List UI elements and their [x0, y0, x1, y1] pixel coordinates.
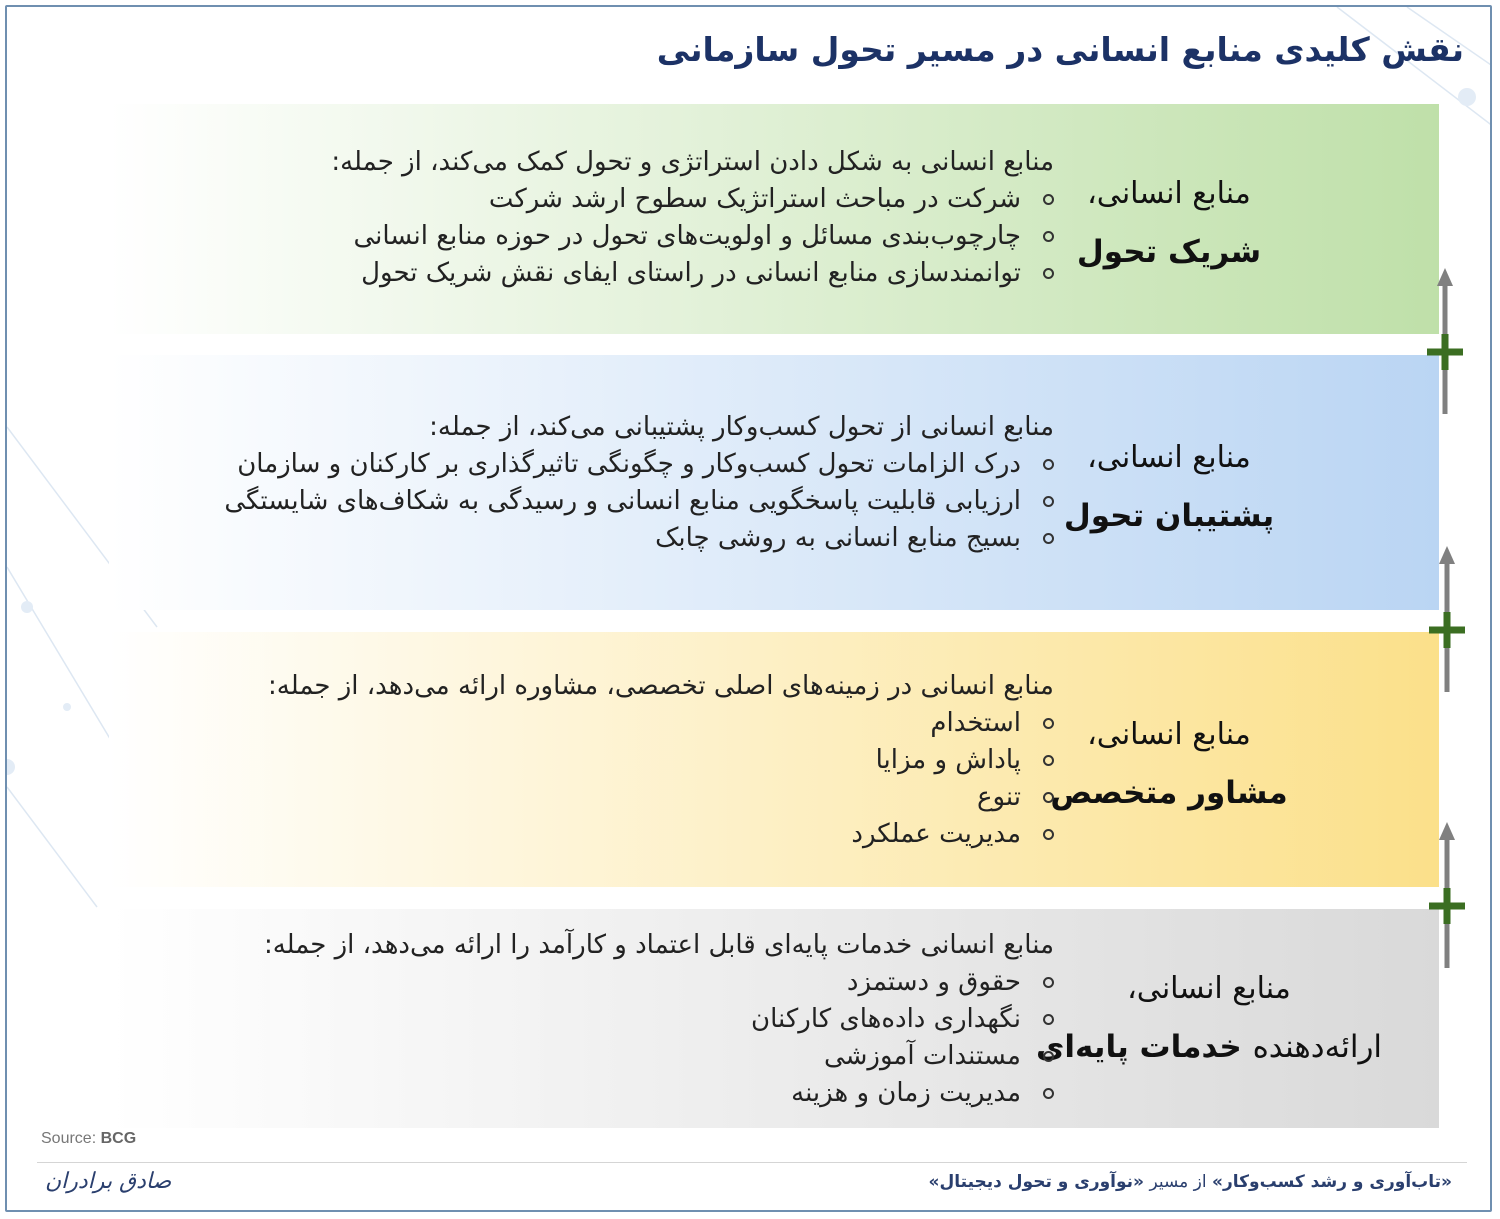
source-note	[41, 1130, 136, 1148]
list-item-text: مدیریت زمان و هزینه	[791, 1078, 1021, 1108]
up-arrow-icon	[1429, 822, 1465, 968]
connector-arrows	[1425, 262, 1465, 982]
intro-text: منابع انسانی به شکل دادن استراتژی و تحول کمک می‌کند، از جمله:	[331, 147, 1054, 177]
circle-bullet-icon	[1043, 1051, 1054, 1062]
band-description	[109, 408, 1054, 557]
list-item-text: ارزیابی قابلیت پاسخگویی منابع انسانی و رسیدگی به شکاف‌های شایستگی	[224, 486, 1021, 516]
circle-bullet-icon	[1043, 231, 1054, 242]
band-expert-advisor	[109, 632, 1439, 887]
list-item-text: چارچوب‌بندی مسائل و اولویت‌های تحول در حوزه منابع انسانی	[353, 221, 1021, 251]
source-label: Source:	[41, 1130, 97, 1147]
list-item	[109, 181, 1054, 218]
role-name: پشتیبان تحول	[1063, 498, 1275, 534]
circle-bullet-icon	[1043, 977, 1054, 988]
circle-bullet-icon	[1043, 718, 1054, 729]
list-item	[109, 816, 1054, 853]
list-item	[109, 1038, 1054, 1075]
band-transformation-partner	[109, 104, 1439, 334]
list-item-text: نگهداری داده‌های کارکنان	[751, 1004, 1021, 1034]
list-item	[109, 1001, 1054, 1038]
intro-text: منابع انسانی از تحول کسب‌وکار پشتیبانی می‌کند، از جمله:	[429, 412, 1054, 442]
intro-text: منابع انسانی در زمینه‌های اصلی تخصصی، مشاوره ارائه می‌دهد، از جمله:	[268, 671, 1054, 701]
band-description	[109, 143, 1054, 292]
circle-bullet-icon	[1043, 829, 1054, 840]
role-name: شریک تحول	[1076, 234, 1262, 270]
circle-bullet-icon	[1043, 1014, 1054, 1025]
band-transformation-supporter	[109, 355, 1439, 610]
band-description	[109, 667, 1054, 853]
circle-bullet-icon	[1043, 755, 1054, 766]
up-arrow-icon	[1427, 268, 1463, 414]
label-prefix: منابع انسانی،	[1087, 717, 1251, 752]
footer-part-3: «نوآوری و تحول دیجیتال»	[928, 1172, 1145, 1192]
list-item	[109, 742, 1054, 779]
circle-bullet-icon	[1043, 792, 1054, 803]
label-prefix: منابع انسانی،	[1087, 176, 1251, 211]
source-value: BCG	[100, 1130, 137, 1147]
bullet-list	[109, 964, 1054, 1112]
footer-part-1: «تاب‌آوری و رشد کسب‌وکار»	[1211, 1172, 1452, 1192]
list-item-text: توانمندسازی منابع انسانی در راستای ایفای نقش شریک تحول	[361, 258, 1021, 288]
footer-divider	[37, 1162, 1467, 1163]
circle-bullet-icon	[1043, 459, 1054, 470]
list-item-text: تنوع	[976, 782, 1021, 812]
page-title: نقش کلیدی منابع انسانی در مسیر تحول سازمانی	[656, 30, 1464, 69]
infographic-frame	[5, 5, 1492, 1212]
list-item-text: پاداش و مزایا	[875, 745, 1021, 775]
list-item	[109, 964, 1054, 1001]
role-title	[999, 1017, 1419, 1077]
list-item	[109, 779, 1054, 816]
bullet-list	[109, 181, 1054, 292]
circle-bullet-icon	[1043, 194, 1054, 205]
band-label	[999, 961, 1419, 1077]
list-item-text: مدیریت عملکرد	[851, 819, 1021, 849]
label-prefix: منابع انسانی،	[1087, 440, 1251, 475]
bullet-list	[109, 446, 1054, 557]
circle-bullet-icon	[1043, 496, 1054, 507]
list-item	[109, 483, 1054, 520]
list-item-text: بسیج منابع انسانی به روشی چابک	[655, 523, 1021, 553]
circle-bullet-icon	[1043, 1088, 1054, 1099]
circle-bullet-icon	[1043, 268, 1054, 279]
label-prefix: منابع انسانی،	[1127, 971, 1291, 1006]
signature-logo: صادق برادران	[45, 1169, 172, 1194]
intro-text: منابع انسانی خدمات پایه‌ای قابل اعتماد و کارآمد را ارائه می‌دهد، از جمله:	[263, 930, 1054, 960]
list-item-text: حقوق و دستمزد	[846, 967, 1021, 997]
band-basic-services-provider	[109, 909, 1439, 1128]
bullet-list	[109, 705, 1054, 853]
list-item	[109, 446, 1054, 483]
list-item-text: مستندات آموزشی	[823, 1041, 1021, 1071]
up-arrow-icon	[1429, 546, 1465, 692]
footer-part-2: از مسیر	[1149, 1172, 1207, 1192]
role-name: مشاور متخصص	[1050, 775, 1288, 811]
list-item-text: شرکت در مباحث استراتژیک سطوح ارشد شرکت	[488, 184, 1021, 214]
list-item	[109, 1075, 1054, 1112]
list-item	[109, 218, 1054, 255]
list-item	[109, 255, 1054, 292]
footer-tagline	[552, 1172, 1452, 1192]
role-pre: ارائه‌دهنده	[1252, 1029, 1383, 1065]
circle-bullet-icon	[1043, 533, 1054, 544]
list-item	[109, 705, 1054, 742]
list-item-text: درک الزامات تحول کسب‌وکار و چگونگی تاثیرگذاری بر کارکنان و سازمان	[237, 449, 1021, 479]
list-item	[109, 520, 1054, 557]
list-item-text: استخدام	[930, 708, 1021, 738]
band-description	[109, 926, 1054, 1112]
role-name: خدمات پایه‌ای	[1035, 1029, 1242, 1065]
